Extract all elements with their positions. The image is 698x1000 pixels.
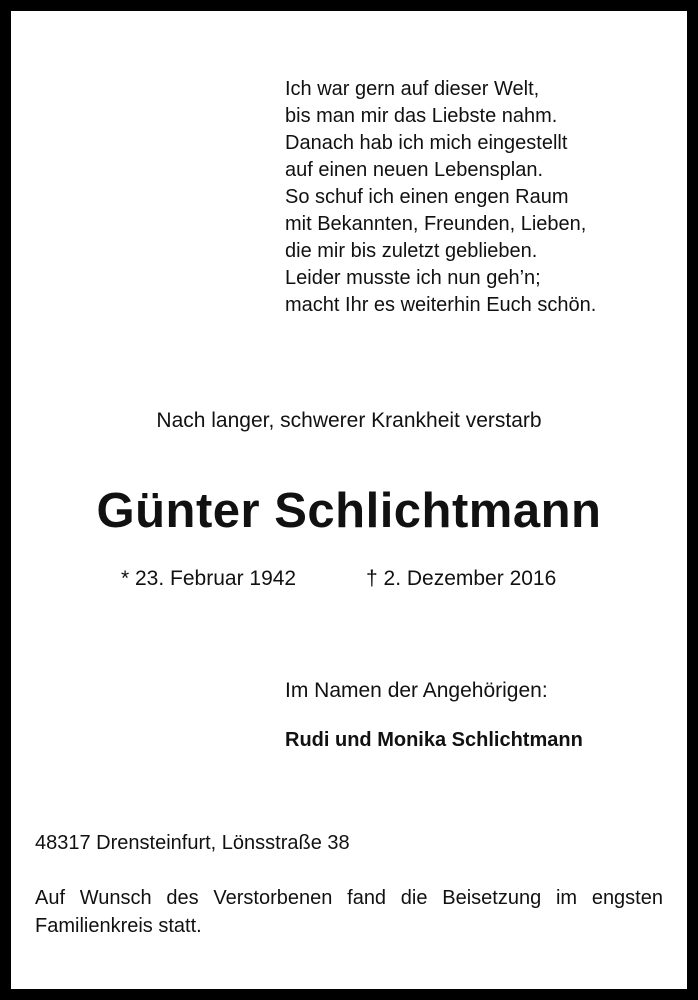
poem-line: macht Ihr es weiterhin Euch schön. [285,294,597,316]
poem-line: die mir bis zuletzt geblieben. [285,240,538,262]
on-behalf-label: Im Namen der Angehörigen: [285,679,548,702]
death-intro: Nach langer, schwerer Krankheit verstarb [156,409,542,432]
poem [285,76,596,319]
death-date: † 2. Dezember 2016 [366,567,557,590]
poem-line: So schuf ich einen engen Raum [285,186,569,208]
burial-notice: Auf Wunsch des Verstorbenen fand die Beisetzung im engsten Familienkreis statt. [35,887,663,937]
poem-line: Ich war gern auf dieser Welt, [285,78,540,100]
poem-line: bis man mir das Liebste nahm. [285,105,558,127]
address: 48317 Drensteinfurt, Lönsstraße 38 [35,832,350,854]
deceased-name: Günter Schlichtmann [96,484,602,538]
poem-line: mit Bekannten, Freunden, Lieben, [285,213,587,235]
birth-date: * 23. Februar 1942 [121,567,297,590]
mourner-names: Rudi und Monika Schlichtmann [285,729,583,751]
poem-line: auf einen neuen Lebensplan. [285,159,544,181]
poem-line: Leider musste ich nun geh’n; [285,267,541,289]
poem-line: Danach hab ich mich eingestellt [285,132,568,154]
